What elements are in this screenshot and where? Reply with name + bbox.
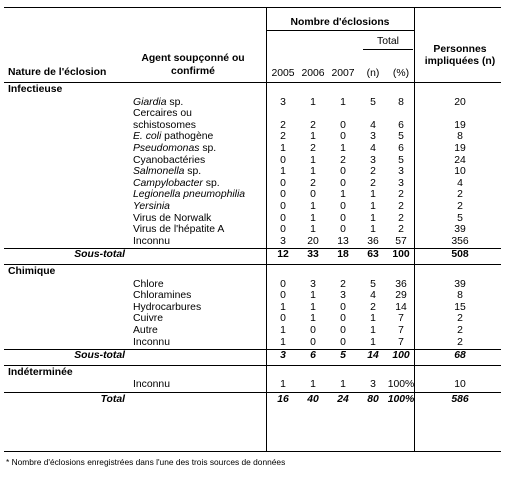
value-cell: 3 — [340, 290, 346, 302]
value-cell: 2 — [280, 119, 286, 131]
subtotal-cell: 33 — [307, 249, 319, 261]
year-2006-header: 2006 — [301, 68, 325, 79]
value-cell: 1 — [280, 325, 286, 336]
value-cell: 1 — [370, 212, 376, 224]
value-cell: 3 — [310, 278, 316, 290]
subtotal-label: Sous-total — [74, 350, 125, 362]
value-cell: 2 — [457, 336, 463, 348]
value-cell: 0 — [310, 189, 316, 201]
value-cell: 1 — [370, 336, 376, 348]
value-cell: 2 — [370, 166, 376, 178]
subtotal-cell: 3 — [280, 350, 286, 362]
agent-cell: Inconnu — [133, 379, 170, 391]
value-cell: 0 — [280, 201, 286, 212]
value-cell: 4 — [370, 290, 376, 302]
value-cell: 0 — [340, 119, 346, 131]
agent-cell: E. coli pathogène — [133, 131, 214, 143]
value-cell: 1 — [310, 131, 316, 143]
value-cell: 1 — [310, 212, 316, 224]
value-cell: 5 — [457, 212, 463, 224]
agent-cell: Pseudomonas sp. — [133, 143, 217, 154]
value-cell: 0 — [280, 290, 286, 302]
value-cell: 2 — [457, 189, 463, 201]
nature-column-header: Nature de l'éclosion — [8, 67, 107, 78]
value-cell: 5 — [398, 131, 404, 143]
value-cell: 4 — [370, 143, 376, 154]
value-cell: 1 — [310, 379, 316, 391]
value-cell: 1 — [340, 379, 346, 391]
agent-column-header: Agent soupçonné ou confirmé — [141, 53, 245, 77]
value-cell: 19 — [454, 119, 466, 131]
value-cell: 1 — [370, 325, 376, 336]
value-cell: 19 — [454, 143, 466, 154]
value-cell: 0 — [340, 177, 346, 189]
header-bottom-rule — [4, 82, 501, 83]
value-cell: 36 — [367, 235, 379, 247]
value-cell: 1 — [370, 189, 376, 201]
subtotal-cell: 63 — [367, 249, 379, 261]
subtotal-cell: 14 — [367, 350, 379, 362]
value-cell: 7 — [398, 325, 404, 336]
total-rule — [4, 392, 501, 393]
agent-cell: Hydrocarbures — [133, 301, 202, 313]
value-cell: 57 — [395, 235, 407, 247]
value-cell: 3 — [370, 131, 376, 143]
total-cell: 16 — [277, 394, 289, 405]
value-cell: 1 — [280, 143, 286, 154]
value-cell: 2 — [340, 278, 346, 290]
value-cell: 8 — [457, 290, 463, 302]
value-cell: 0 — [280, 154, 286, 166]
value-cell: 0 — [310, 336, 316, 348]
agent-cell: Salmonella sp. — [133, 166, 202, 178]
value-cell: 8 — [398, 96, 404, 108]
value-cell: 0 — [280, 189, 286, 201]
value-cell: 1 — [310, 301, 316, 313]
column-divider — [266, 7, 267, 452]
value-cell: 100% — [387, 379, 415, 391]
value-cell: 4 — [370, 119, 376, 131]
section-label: Infectieuse — [8, 84, 63, 95]
total-cell: 100% — [387, 394, 415, 405]
value-cell: 0 — [280, 278, 286, 290]
subtotal-cell: 68 — [454, 350, 466, 362]
value-cell: 2 — [340, 154, 346, 166]
value-cell: 2 — [457, 201, 463, 212]
value-cell: 1 — [280, 379, 286, 391]
value-cell: 13 — [337, 235, 349, 247]
value-cell: 0 — [280, 224, 286, 236]
value-cell: 0 — [340, 166, 346, 178]
value-cell: 2 — [280, 131, 286, 143]
subtotal-cell: 18 — [337, 249, 349, 261]
total-pct-header: (%) — [392, 68, 410, 79]
total-cell: 80 — [367, 394, 379, 405]
agent-cell: Chlore — [133, 278, 164, 290]
value-cell: 1 — [370, 201, 376, 212]
value-cell: 0 — [280, 177, 286, 189]
value-cell: 2 — [398, 212, 404, 224]
value-cell: 3 — [398, 166, 404, 178]
value-cell: 1 — [340, 189, 346, 201]
section-rule — [4, 264, 501, 265]
total-n-header: (n) — [366, 68, 380, 79]
subtotal-label: Sous-total — [74, 249, 125, 261]
value-cell: 0 — [310, 325, 316, 336]
value-cell: 36 — [395, 278, 407, 290]
value-cell: 3 — [398, 177, 404, 189]
subtotal-cell: 12 — [277, 249, 289, 261]
value-cell: 20 — [454, 96, 466, 108]
subtotal-cell: 100 — [392, 350, 410, 362]
value-cell: 7 — [398, 336, 404, 348]
value-cell: 0 — [340, 301, 346, 313]
value-cell: 0 — [340, 224, 346, 236]
value-cell: 2 — [457, 313, 463, 325]
value-cell: 5 — [398, 154, 404, 166]
total-label: Total — [100, 394, 125, 405]
value-cell: 3 — [280, 235, 286, 247]
value-cell: 2 — [370, 301, 376, 313]
value-cell: 1 — [310, 96, 316, 108]
value-cell: 7 — [398, 313, 404, 325]
agent-cell: Yersinia — [133, 201, 170, 212]
value-cell: 20 — [307, 235, 319, 247]
value-cell: 0 — [280, 212, 286, 224]
value-cell: 0 — [340, 212, 346, 224]
value-cell: 2 — [310, 177, 316, 189]
agent-cell: Cercaires ou — [133, 108, 192, 120]
value-cell: 356 — [451, 235, 469, 247]
value-cell: 2 — [310, 143, 316, 154]
value-cell: 4 — [457, 177, 463, 189]
total-cell: 24 — [337, 394, 349, 405]
section-label: Indéterminée — [8, 366, 73, 378]
persons-column-header: Personnes impliquées (n) — [424, 44, 496, 67]
value-cell: 2 — [457, 325, 463, 336]
table-top-rule — [4, 7, 501, 8]
total-cell: 586 — [451, 394, 469, 405]
year-2005-header: 2005 — [271, 68, 295, 79]
value-cell: 3 — [370, 154, 376, 166]
year-2007-header: 2007 — [331, 68, 355, 79]
value-cell: 1 — [310, 201, 316, 212]
value-cell: 0 — [340, 336, 346, 348]
value-cell: 10 — [454, 379, 466, 391]
value-cell: 8 — [457, 131, 463, 143]
value-cell: 10 — [454, 166, 466, 178]
agent-cell: Chloramines — [133, 290, 192, 302]
value-cell: 15 — [454, 301, 466, 313]
value-cell: 1 — [280, 301, 286, 313]
value-cell: 6 — [398, 119, 404, 131]
value-cell: 2 — [310, 119, 316, 131]
value-cell: 1 — [280, 166, 286, 178]
value-cell: 0 — [340, 313, 346, 325]
group-header-underline — [266, 30, 414, 31]
value-cell: 3 — [370, 379, 376, 391]
value-cell: 5 — [370, 278, 376, 290]
value-cell: 2 — [398, 189, 404, 201]
value-cell: 39 — [454, 278, 466, 290]
value-cell: 0 — [340, 201, 346, 212]
value-cell: 5 — [370, 96, 376, 108]
section-label: Chimique — [8, 266, 56, 277]
agent-cell: schistosomes — [133, 119, 196, 131]
value-cell: 1 — [310, 313, 316, 325]
table-bottom-rule — [4, 451, 501, 452]
value-cell: 1 — [310, 166, 316, 178]
total-header-underline — [363, 49, 413, 50]
agent-cell: Inconnu — [133, 235, 170, 247]
value-cell: 1 — [310, 224, 316, 236]
value-cell: 1 — [370, 224, 376, 236]
value-cell: 0 — [280, 313, 286, 325]
agent-cell: Cyanobactéries — [133, 154, 206, 166]
agent-cell: Autre — [133, 325, 158, 336]
value-cell: 2 — [398, 201, 404, 212]
value-cell: 39 — [454, 224, 466, 236]
value-cell: 1 — [370, 313, 376, 325]
total-cell: 40 — [307, 394, 319, 405]
value-cell: 0 — [340, 131, 346, 143]
value-cell: 1 — [340, 143, 346, 154]
section-rule — [4, 365, 501, 366]
value-cell: 1 — [310, 290, 316, 302]
value-cell: 2 — [398, 224, 404, 236]
value-cell: 2 — [370, 177, 376, 189]
value-cell: 29 — [395, 290, 407, 302]
group-header: Nombre d'éclosions — [290, 17, 390, 28]
value-cell: 1 — [340, 96, 346, 108]
agent-cell: Virus de Norwalk — [133, 212, 212, 224]
agent-cell: Cuivre — [133, 313, 164, 325]
subtotal-cell: 100 — [392, 249, 410, 261]
value-cell: 6 — [398, 143, 404, 154]
agent-cell: Inconnu — [133, 336, 170, 348]
agent-cell: Virus de l'hépatite A — [133, 224, 225, 236]
value-cell: 1 — [280, 336, 286, 348]
agent-cell: Campylobacter sp. — [133, 177, 220, 189]
subtotal-cell: 5 — [340, 350, 346, 362]
agent-cell: Legionella pneumophilia — [133, 189, 246, 201]
subtotal-cell: 6 — [310, 350, 316, 362]
footnote: * Nombre d'éclosions enregistrées dans l'une des trois sources de données — [6, 457, 286, 467]
value-cell: 24 — [454, 154, 466, 166]
value-cell: 1 — [310, 154, 316, 166]
value-cell: 3 — [280, 96, 286, 108]
value-cell: 14 — [395, 301, 407, 313]
value-cell: 0 — [340, 325, 346, 336]
subtotal-cell: 508 — [451, 249, 469, 261]
agent-cell: Giardia sp. — [133, 96, 184, 108]
total-header: Total — [377, 36, 399, 47]
